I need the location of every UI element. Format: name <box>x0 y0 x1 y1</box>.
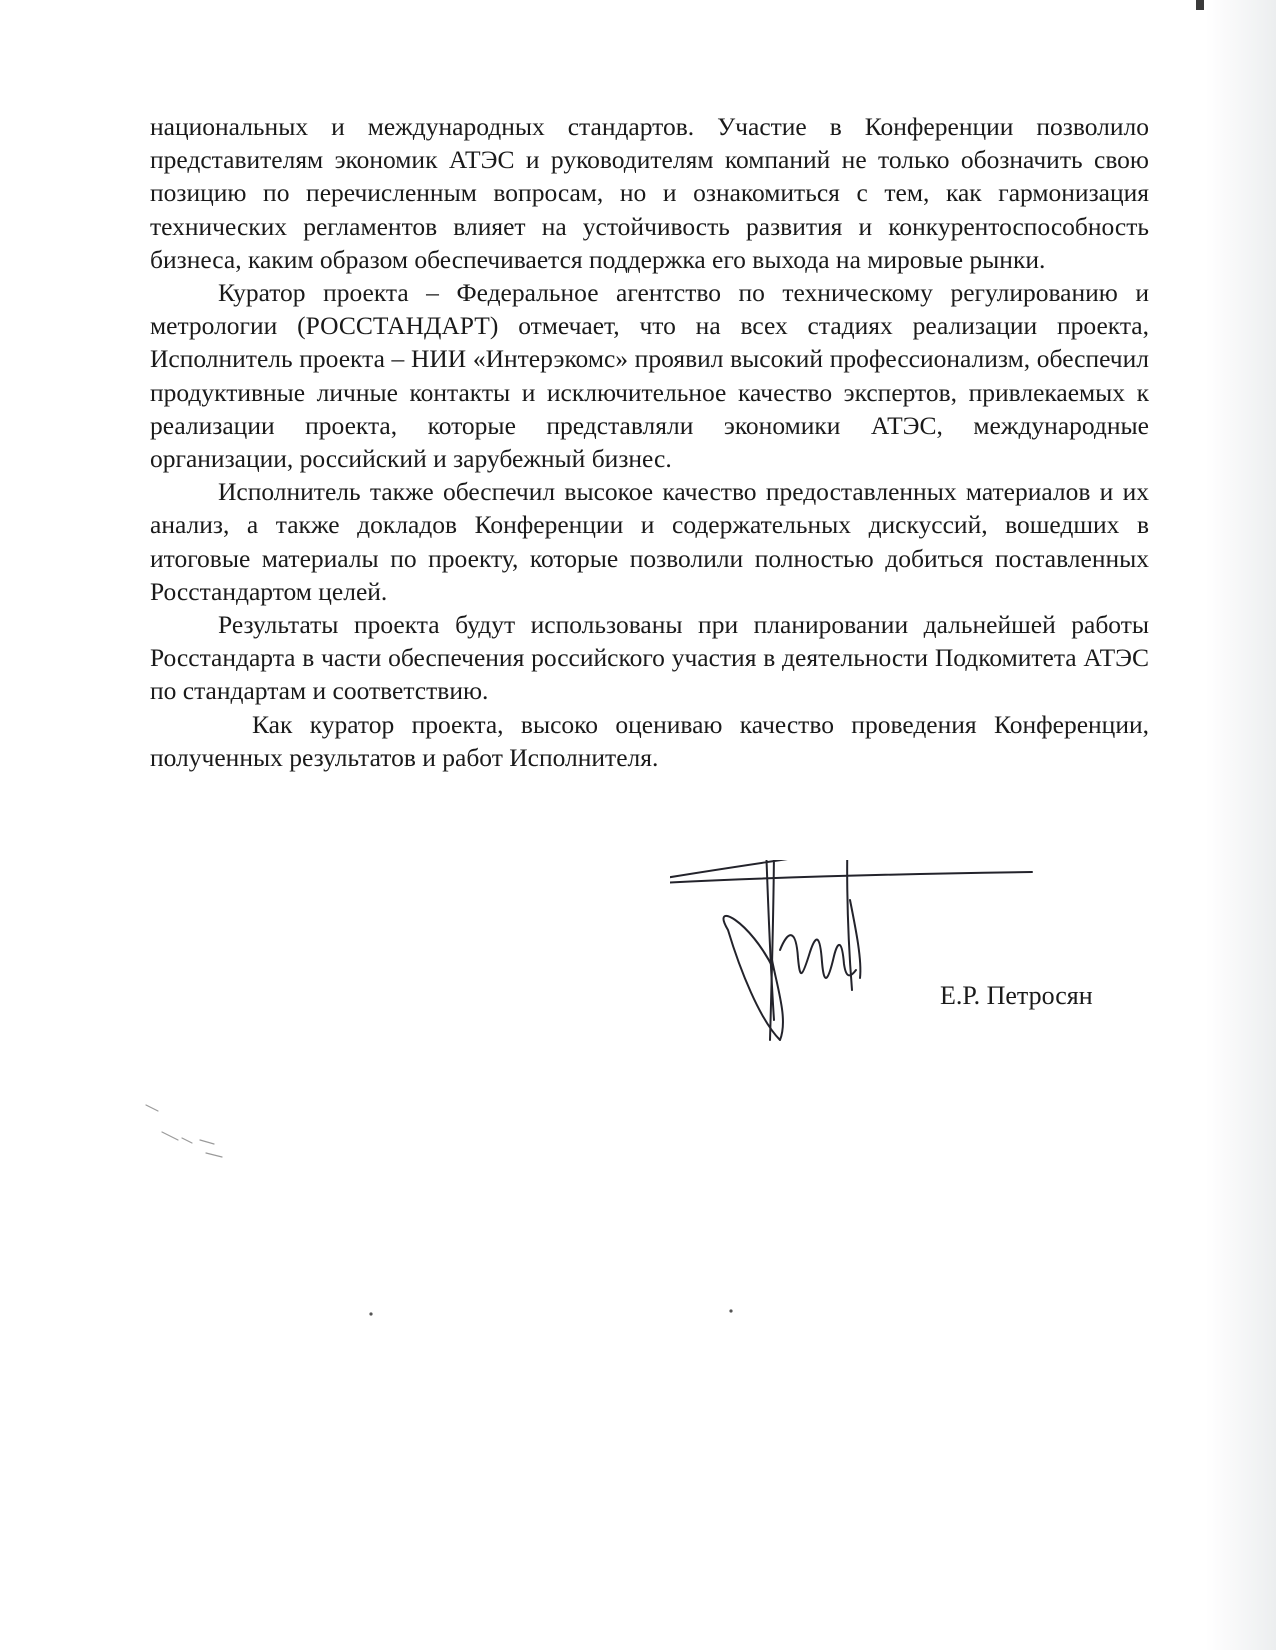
paragraph-2: Куратор проекта – Федеральное агентство по техническому регулированию и метрологии (РОССТАНДАРТ) отмечает, что на всех стадиях реализации проекта, Исполнитель проекта – НИИ «Интерэкомс» проявил высокий профессионализм, обеспечил продуктивные личные контакты и исключительное качество экспертов, привлекаемых к реализации проекта, которые представляли экономики АТЭС, международные организации, российский и зарубежный бизнес. <box>150 278 1149 474</box>
signer-name: Е.Р. Петросян <box>940 981 1093 1010</box>
paragraph-4: Результаты проекта будут использованы при планировании дальнейшей работы Росстандарта в части обеспечения российского участия в деятельности Подкомитета АТЭС по стандартам и соответствию. <box>150 610 1149 706</box>
scan-mark <box>1196 0 1204 10</box>
paragraph-1: национальных и международных стандартов. Участие в Конференции позволило представителям экономик АТЭС и руководителям компаний не только обозначить свою позицию по перечисленным вопросам, но и ознакомиться с тем, как гармонизация технических регламентов влияет на устойчивость развития и конкурентоспособность бизнеса, каким образом обеспечивается поддержка его выхода на мировые рынки. <box>150 112 1149 274</box>
paragraph-5: Как куратор проекта, высоко оцениваю качество проведения Конференции, полученных результатов и работ Исполнителя. <box>150 709 1149 772</box>
letter-body <box>150 110 1149 774</box>
scan-edge-shadow <box>1206 0 1276 1650</box>
paragraph-3: Исполнитель также обеспечил высокое качество предоставленных материалов и их анализ, а также докладов Конференции и содержательных дискуссий, вошедших в итоговые материалы по проекту, которые позволили полностью добиться поставленных Росстандартом целей. <box>150 477 1149 606</box>
